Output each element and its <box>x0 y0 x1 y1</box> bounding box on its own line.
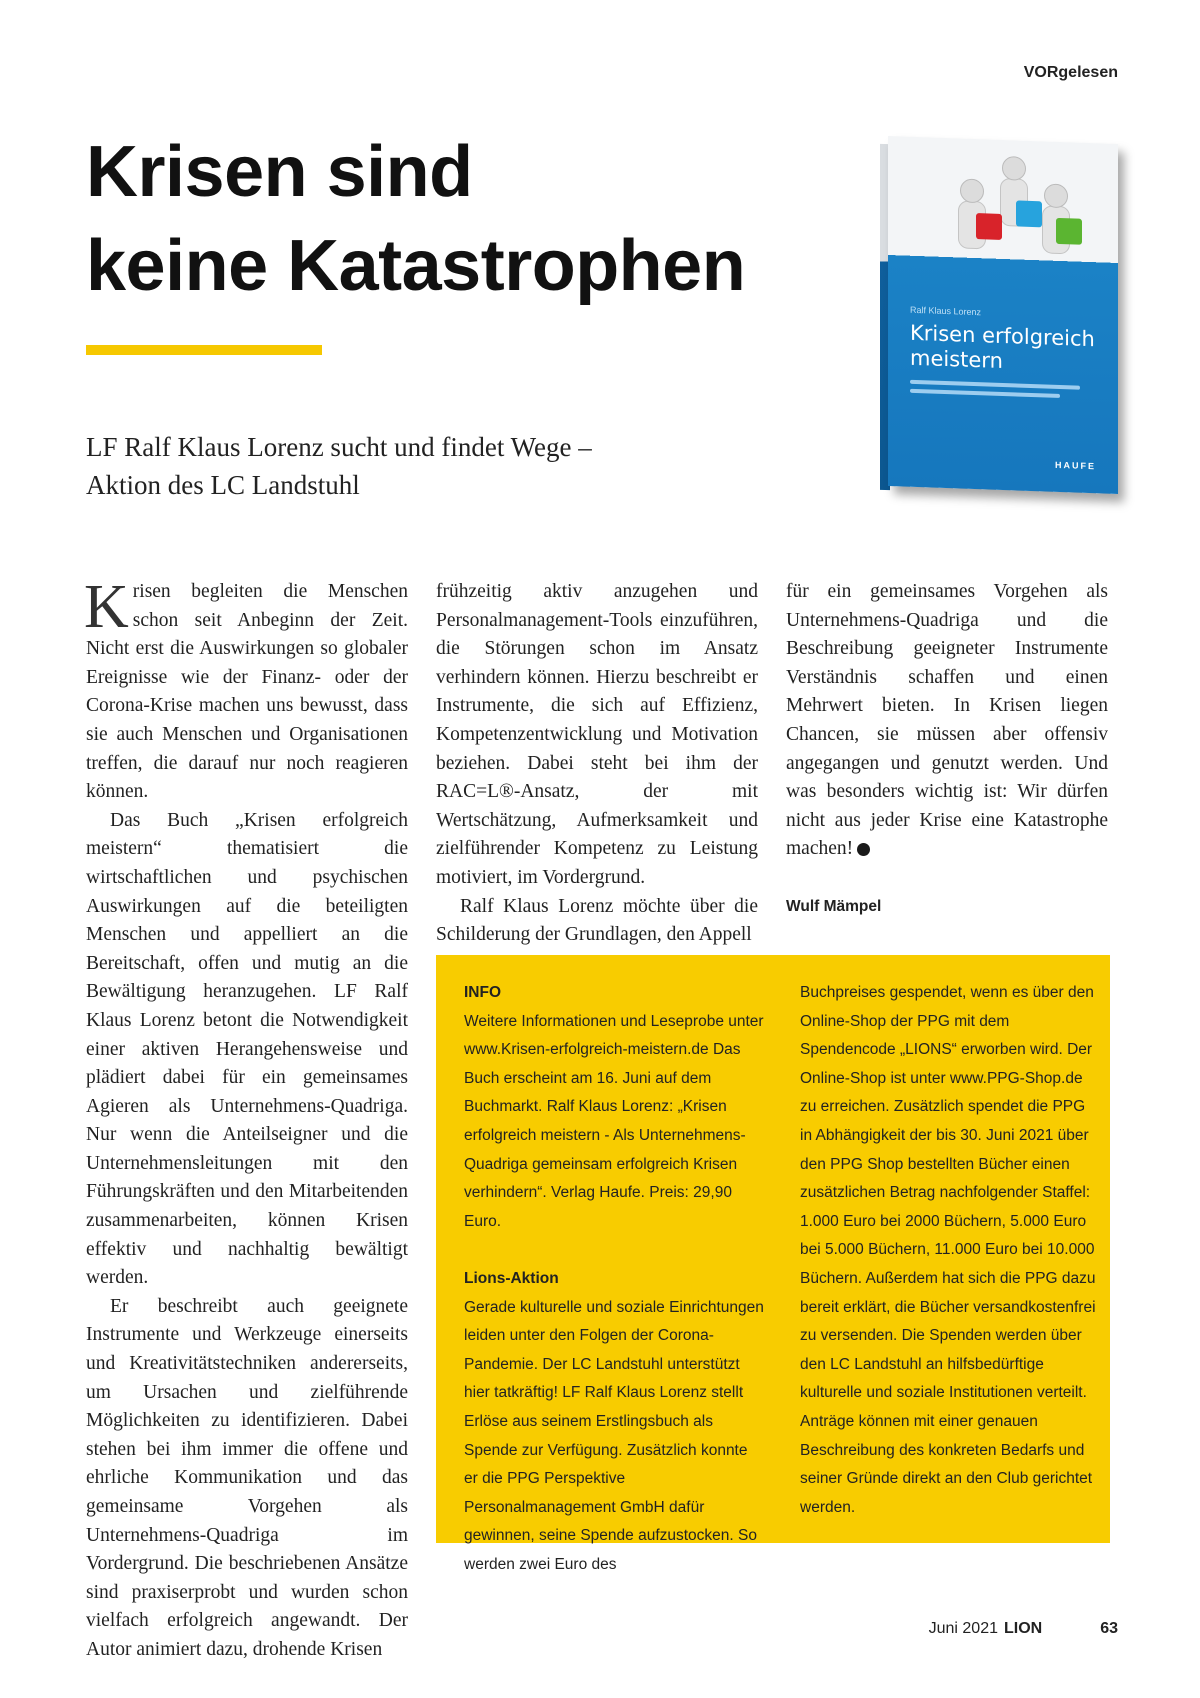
footer-brand: LION <box>1003 1620 1043 1637</box>
info-box-left-column <box>464 979 764 1579</box>
article-column-1 <box>84 573 408 1665</box>
author-byline: Wulf Mämpel <box>786 898 882 915</box>
lions-action-heading: Lions-Aktion <box>464 1269 559 1287</box>
page-footer <box>929 1620 1118 1638</box>
article-column-3 <box>786 578 1108 864</box>
lions-action-continued-text: Buchpreises gespendet, wenn es über den Online-Shop der PPG mit dem Spendencode „LIONS“ erworben wird. Der Online-Shop ist unter www.PPG-Shop.de zu erreichen. Zusätzlich spendet die PPG in Abhängigkeit der bis 30. Juni 2021 über den PPG Shop bestellten Bücher einen zusätzlichen Betrag nachfolgender Staffel: 1.000 Euro bei 2000 Büchern, 5.000 Euro bei 5.000 Büchern, 11.000 Euro bei 10.000 Büchern. Außerdem hat sich die PPG dazu bereit erklärt, die Bücher versandkostenfrei zu versenden. Die Spenden werden über den LC Landstuhl an hilfsbedürftige kulturelle und soziale Institutionen verteilt. Anträge können mit einer genauen Beschreibung des konkreten Bedarfs und seiner Gründe direkt an den Club gerichtet werden. <box>800 984 1096 1516</box>
article-paragraph: Das Buch „Krisen erfolgreich meistern“ thematisiert die wirtschaftlichen und psychischen Auswirkungen auf die beteiligten Menschen und appelliert an die Bereitschaft, offen und mutig an die Bewältigung heranzugehen. LF Ralf Klaus Lorenz betont die Notwendigkeit einer aktiven Herangehensweise und plädiert dabei für ein gemeinsames Agieren als Unternehmens-Quadriga. Nur wenn die Anteilseigner und die Unternehmensleitungen mit den Führungskräften und den Mitarbeitenden zusammenarbeiten, können Krisen effektiv und nachhaltig bewältigt werden. <box>86 809 408 1289</box>
paragraph-text: für ein gemeinsames Vorgehen als Unternehmens-Quadriga und die Beschreibung geeigneter Instrumente Verständnis schaffen und einen Mehrwert bieten. In Krisen liegen Chancen, sie müssen aber offensiv angegangen und genutzt werden. Und was besonders wichtig ist: Wir dürfen nicht aus jeder Krise eine Katastrophe machen! <box>786 581 1108 860</box>
article-paragraph <box>786 578 1108 864</box>
book-cover-illustration <box>938 148 1088 263</box>
accent-rule <box>86 345 322 355</box>
subtitle-line-2: Aktion des LC Landstuhl <box>86 470 360 500</box>
book-cover-image <box>880 140 1120 490</box>
article-headline <box>86 125 806 313</box>
book-cover-subtitle <box>910 380 1090 404</box>
section-tag: VORgelesen <box>1023 64 1118 81</box>
article-subtitle <box>86 428 686 504</box>
end-mark-icon <box>857 843 870 856</box>
headline-line-1: Krisen sind <box>86 132 473 212</box>
footer-issue: Juni 2021 <box>928 1620 998 1637</box>
article-paragraph: Er beschreibt auch geeignete Instrumente und Werkzeuge einerseits und Kreativitätstechniken andererseits, um Ursachen und zielführende Möglichkeiten zu identifizieren. Dabei stehen bei ihm immer die offene und ehrliche Kommunikation und das gemeinsame Vorgehen als Unternehmens-Quadriga im Vordergrund. Die beschriebenen Ansätze sind praxiserprobt und wurden schon vielfach erfolgreich angewandt. Der Autor animiert dazu, drohende Krisen <box>86 1295 408 1660</box>
paragraph-text: risen begleiten die Menschen schon seit Anbeginn der Zeit. Nicht erst die Auswirkungen so globaler Ereignisse wie der Finanz- oder der Corona-Krise machen uns bewusst, dass sie auch Menschen und Organisationen treffen, die darauf nur noch reagieren können. <box>86 581 408 803</box>
article-paragraph: frühzeitig aktiv anzugehen und Personalmanagement-Tools einzuführen, die Störungen schon im Ansatz verhindern können. Hierzu beschreibt er Instrumente, die sich auf Effizienz, Kompetenzentwicklung und Motivation beziehen. Dabei steht bei ihm der RAC=L®-Ansatz, der mit Wertschätzung, Aufmerksamkeit und zielführender Kompetenz zu Leistung motiviert, im Vordergrund. <box>436 581 758 888</box>
book-cover-author: Ralf Klaus Lorenz <box>910 304 982 318</box>
info-heading: INFO <box>464 984 502 1001</box>
book-cover-title: Krisen erfolgreich meistern <box>910 320 1095 373</box>
page-number: 63 <box>1100 1620 1118 1637</box>
drop-cap: K <box>84 573 129 641</box>
article-column-2 <box>436 578 758 950</box>
lions-action-text: Gerade kulturelle und soziale Einrichtungen leiden unter den Folgen der Corona-Pandemie. Der LC Landstuhl unterstützt hier tatkräftig! LF Ralf Klaus Lorenz stellt Erlöse aus seinem Erstlingsbuch als Spende zur Verfügung. Zusätzlich konnte er die PPG Perspektive Personalmanagement GmbH dafür gewinnen, seine Spende aufzustocken. So werden zwei Euro des <box>464 1298 764 1573</box>
subtitle-line-1: LF Ralf Klaus Lorenz sucht und findet Wege – <box>86 432 592 462</box>
article-paragraph <box>84 573 408 807</box>
book-cover-publisher-logo: HAUFE <box>1055 459 1096 472</box>
article-paragraph: Ralf Klaus Lorenz möchte über die Schilderung der Grundlagen, den Appell <box>436 895 758 946</box>
info-box-right-column <box>800 979 1100 1522</box>
book-cover <box>888 136 1118 494</box>
info-box <box>436 955 1110 1573</box>
headline-line-2: keine Katastrophen <box>86 226 746 306</box>
info-text: Weitere Informationen und Leseprobe unter www.Krisen-erfolgreich-meistern.de Das Buch erscheint am 16. Juni auf dem Buchmarkt. Ralf Klaus Lorenz: „Krisen erfolgreich meistern - Als Unternehmens-Quadriga gemeinsam erfolgreich Krisen verhindern“. Verlag Haufe. Preis: 29,90 Euro. <box>464 1012 764 1230</box>
